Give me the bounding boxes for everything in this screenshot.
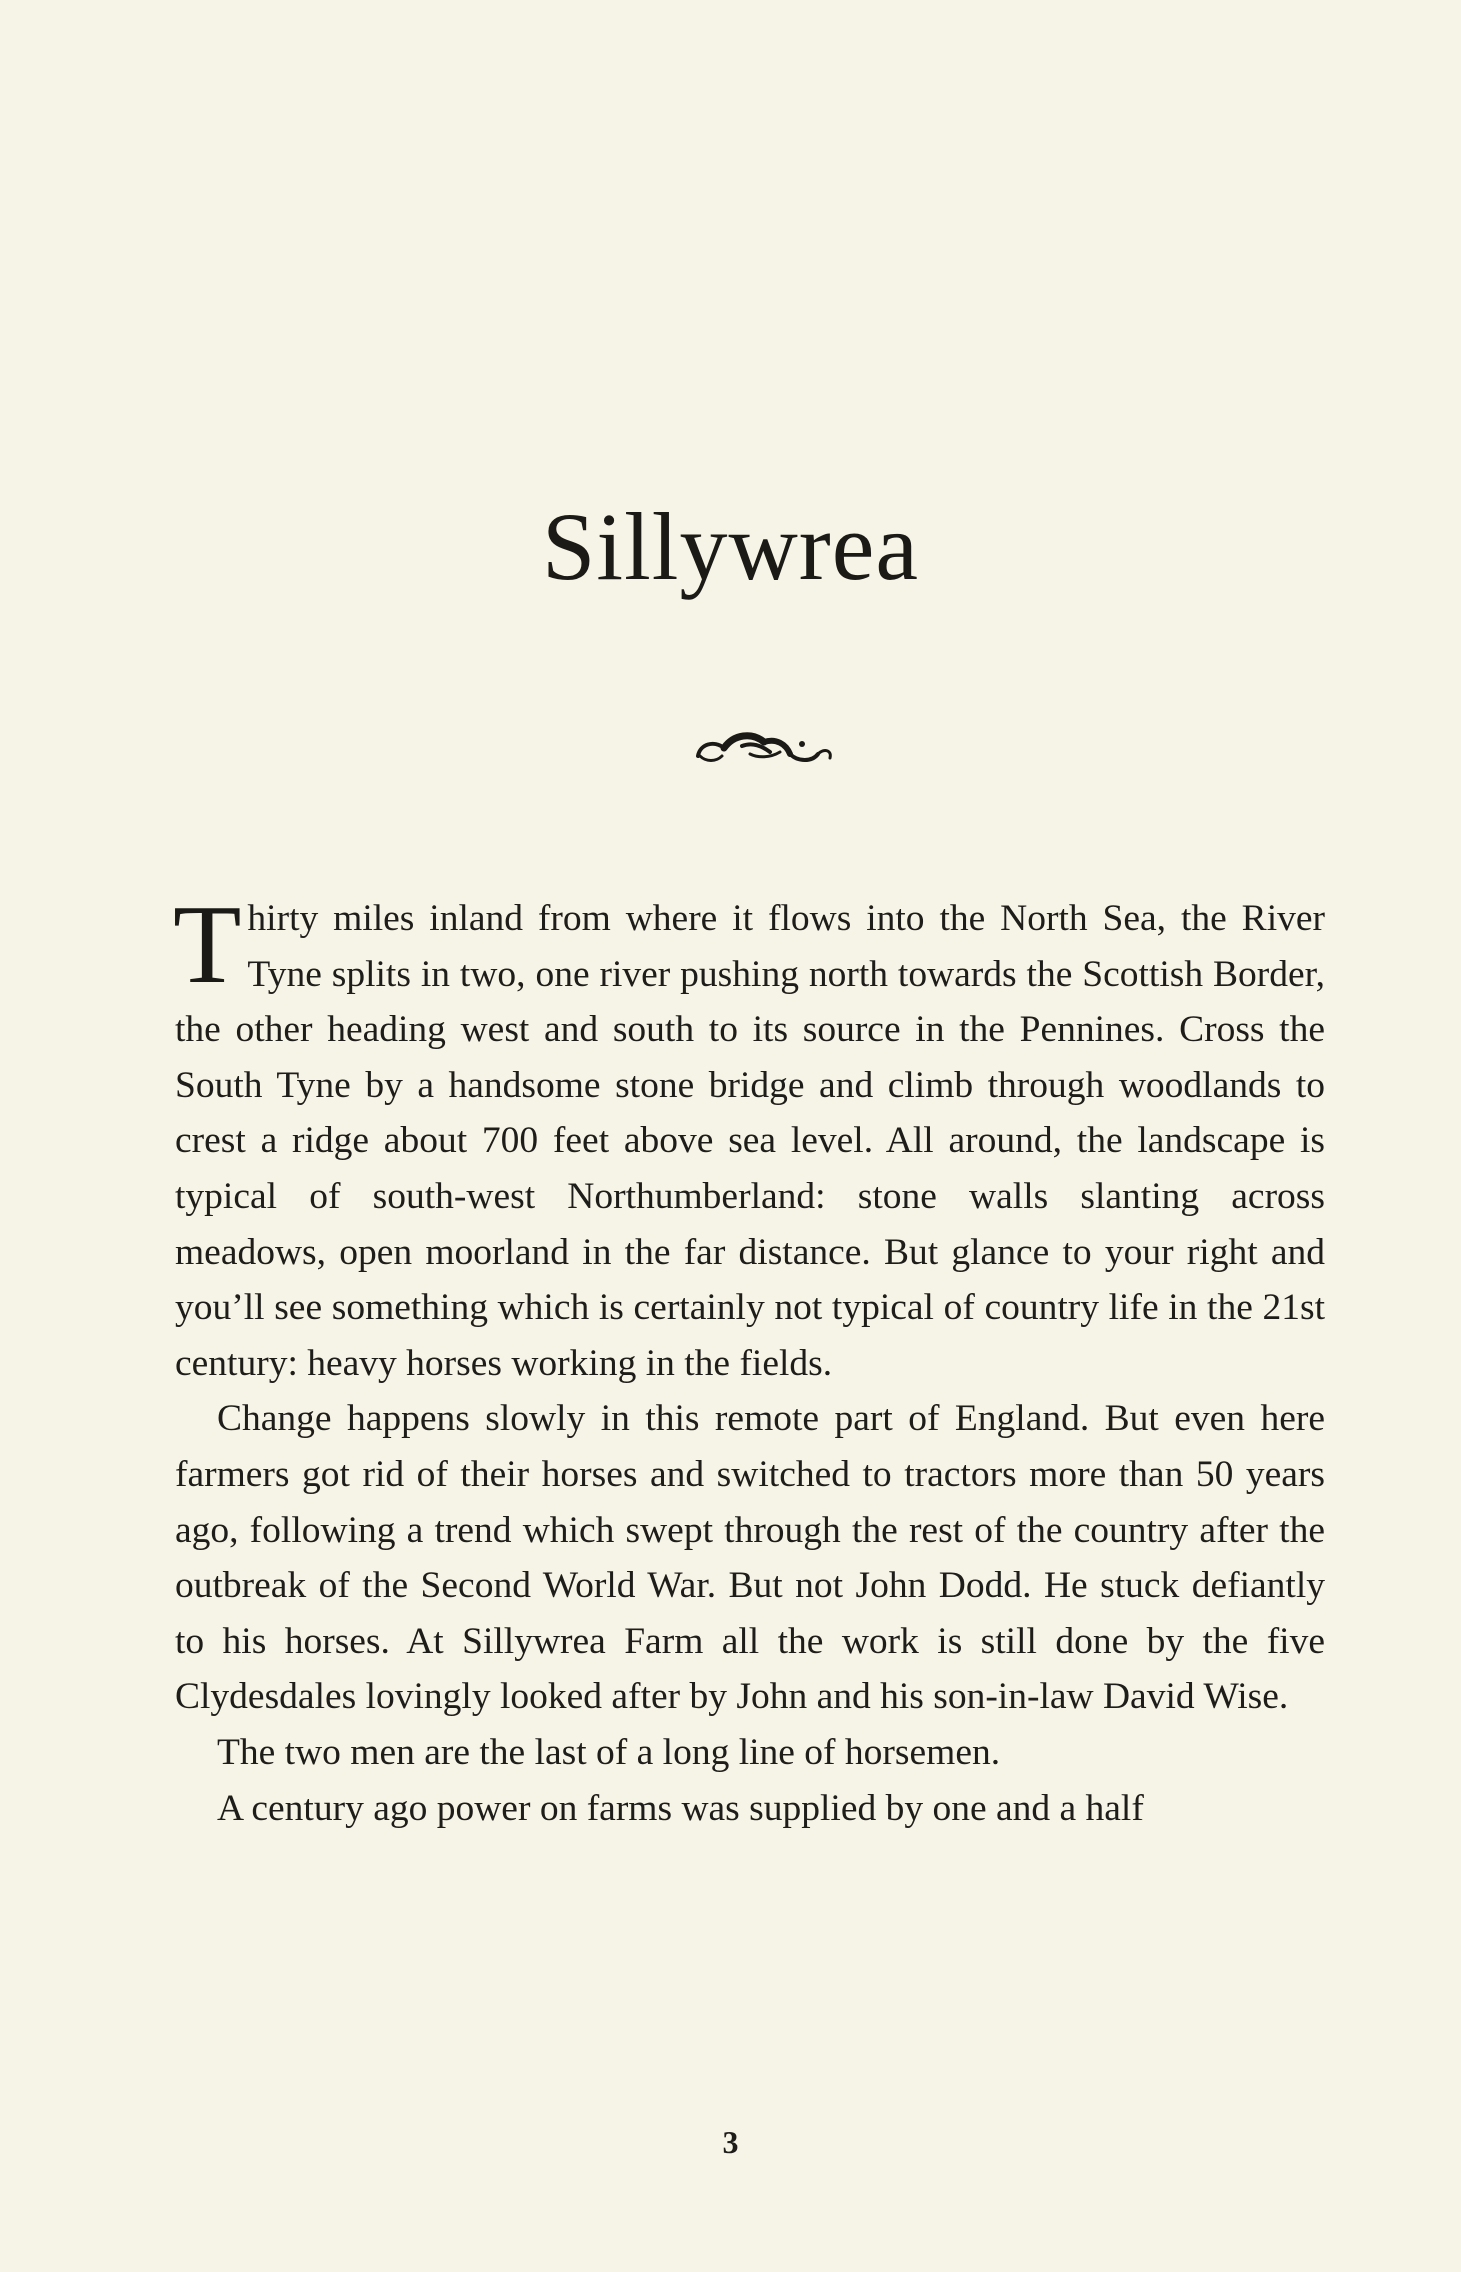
- paragraph-2: Change happens slowly in this remote part of England. But even here farmers got rid of their horses and switched to tractors more than 50 years ago, following a trend which swept through the rest of the country after the outbreak of the Second World War. But not John Dodd. He stuck defiantly to his horses. At Sillywrea Farm all the work is still done by the five Clydesdales lovingly looked after by John and his son-in-law David Wise.: [175, 1398, 1325, 1718]
- chapter-body: [173, 883, 1325, 1836]
- paragraph-1-text: hirty miles inland from where it flows into the North Sea, the River Tyne splits in two, one river pushing north towards the Scottish Border, the other heading west and south to its source in the Pennines. Cross the South Tyne by a handsome stone bridge and climb through woodlands to crest a ridge about 700 feet above sea level. All around, the landscape is typical of south-west Northumberland: stone walls slanting across meadows, open moorland in the far distance. But glance to your right and you’ll see something which is certainly not typical of country life in the 21st century: heavy horses working in the fields.: [175, 898, 1325, 1384]
- page-number: 3: [722, 2124, 739, 2160]
- paragraph-4: A century ago power on farms was supplied by one and a half: [217, 1787, 1144, 1829]
- paragraph-3: The two men are the last of a long line of horsemen.: [217, 1731, 1001, 1773]
- scroll-flourish-icon: [690, 722, 840, 772]
- drop-cap: T: [173, 883, 242, 1007]
- chapter-title: Sillywrea: [542, 493, 919, 600]
- paragraph-1: [173, 883, 1325, 1391]
